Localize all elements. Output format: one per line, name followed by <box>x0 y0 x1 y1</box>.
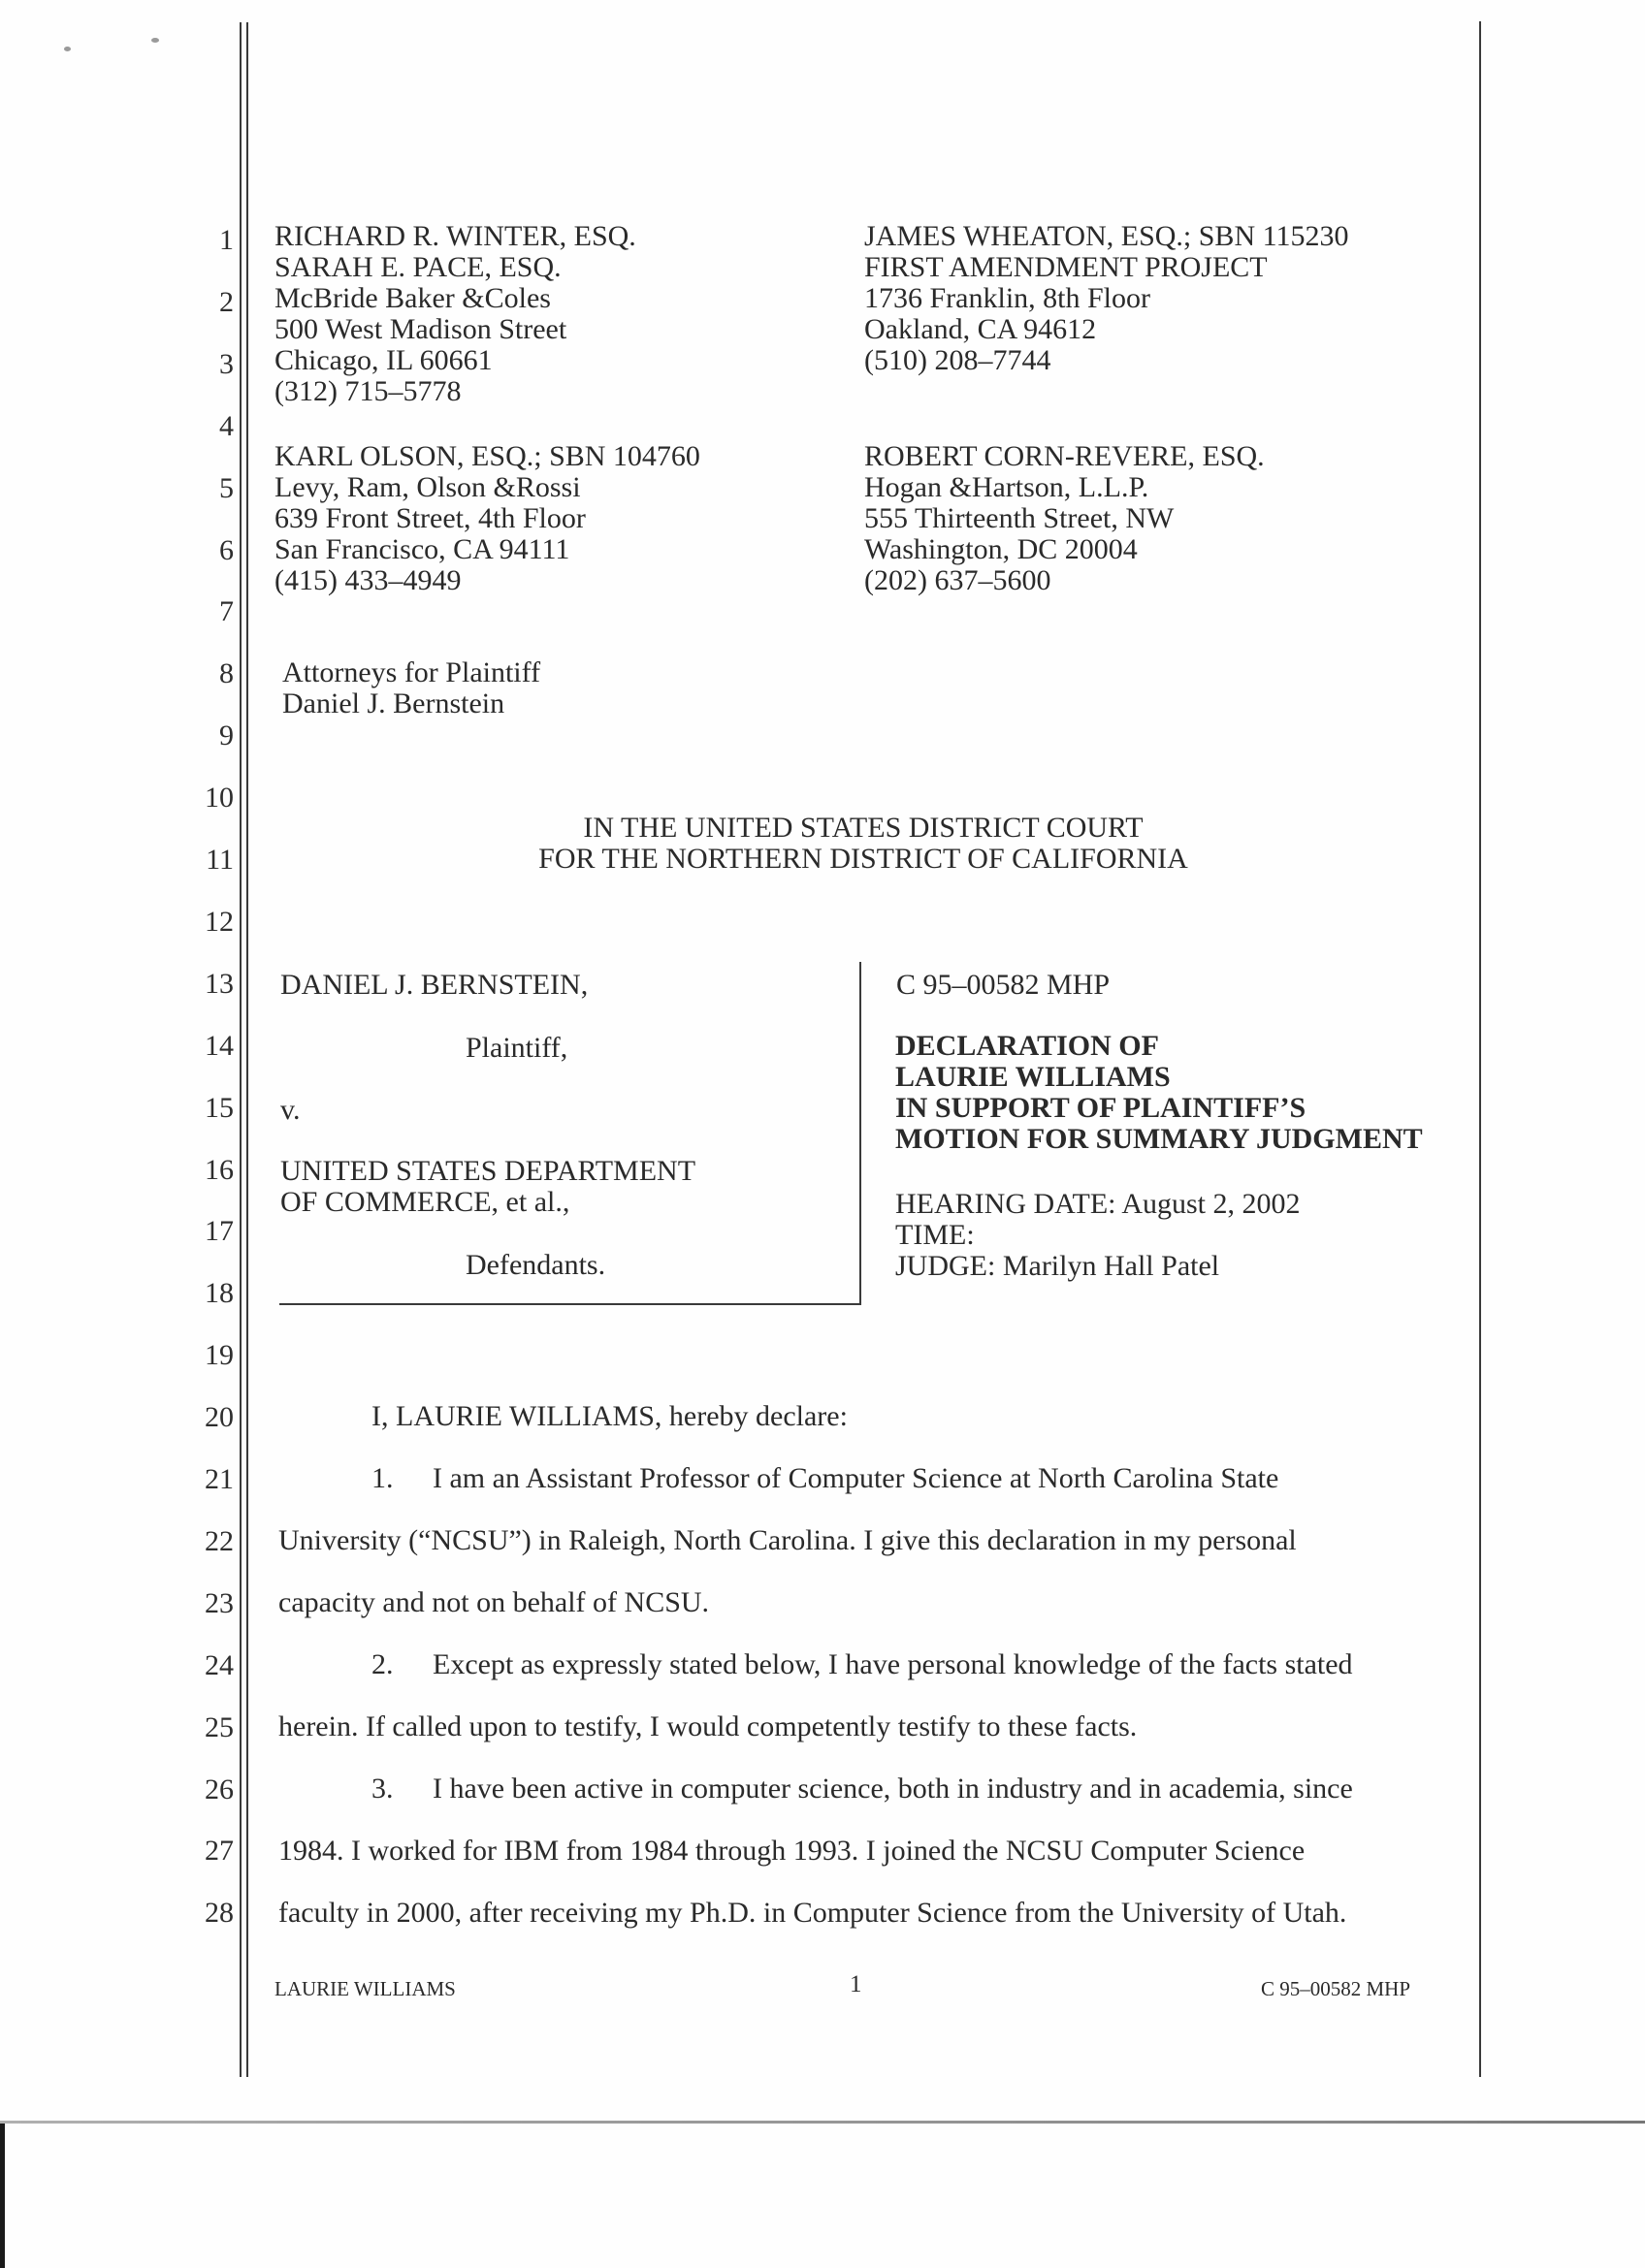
plaintiff-name: DANIEL J. BERNSTEIN, <box>280 969 589 1001</box>
paragraph-line: I am an Assistant Professor of Computer Science at North Carolina State <box>433 1462 1279 1494</box>
paragraph-number: 1. <box>371 1462 394 1494</box>
line-number: 22 <box>205 1524 234 1557</box>
counsel-line: ROBERT CORN-REVERE, ESQ. <box>864 440 1265 472</box>
declaration-intro: I, LAURIE WILLIAMS, hereby declare: <box>371 1400 848 1432</box>
line-number: 9 <box>219 719 234 752</box>
paragraph-line: capacity and not on behalf of NCSU. <box>278 1586 710 1618</box>
counsel-line: KARL OLSON, ESQ.; SBN 104760 <box>274 440 700 472</box>
counsel-line: Oakland, CA 94612 <box>864 313 1097 345</box>
caption-bottom-rule <box>279 1303 861 1305</box>
line-number: 1 <box>219 224 234 256</box>
counsel-line: 1736 Franklin, 8th Floor <box>864 282 1151 314</box>
paragraph-line: 1984. I worked for IBM from 1984 through 1993. I joined the NCSU Computer Science <box>278 1835 1306 1867</box>
scan-speck <box>151 38 159 43</box>
counsel-line: (312) 715–5778 <box>274 375 462 407</box>
line-number: 15 <box>205 1091 234 1124</box>
counsel-line: (510) 208–7744 <box>864 344 1051 376</box>
counsel-line: 555 Thirteenth Street, NW <box>864 502 1175 534</box>
line-number: 28 <box>205 1897 234 1930</box>
counsel-line: RICHARD R. WINTER, ESQ. <box>274 220 636 252</box>
counsel-line: Chicago, IL 60661 <box>274 344 493 376</box>
counsel-line: San Francisco, CA 94111 <box>274 533 570 565</box>
line-number: 20 <box>205 1401 234 1434</box>
line-number: 11 <box>206 844 234 876</box>
attorneys-for-line: Daniel J. Bernstein <box>282 687 505 719</box>
footer-page-number: 1 <box>850 1971 862 1997</box>
court-heading <box>427 813 1300 875</box>
case-number: C 95–00582 MHP <box>896 969 1111 1001</box>
line-number: 3 <box>219 347 234 380</box>
line-number: 16 <box>205 1153 234 1186</box>
document-title-line: IN SUPPORT OF PLAINTIFF’S <box>895 1092 1306 1124</box>
counsel-line: McBride Baker &Coles <box>274 282 551 314</box>
hearing-judge: JUDGE: Marilyn Hall Patel <box>895 1250 1220 1282</box>
line-number: 27 <box>205 1835 234 1868</box>
line-number: 19 <box>205 1339 234 1372</box>
court-line: FOR THE NORTHERN DISTRICT OF CALIFORNIA <box>538 843 1188 875</box>
line-number: 21 <box>205 1463 234 1495</box>
counsel-line: (415) 433–4949 <box>274 564 462 596</box>
footer-declarant: LAURIE WILLIAMS <box>274 1977 456 2000</box>
document-title-line: DECLARATION OF <box>895 1030 1159 1062</box>
caption-divider <box>859 962 861 1304</box>
counsel-block-right-2 <box>864 441 1265 596</box>
left-margin-rule-inner <box>246 22 248 2077</box>
line-number: 4 <box>219 409 234 442</box>
paragraph-number: 3. <box>371 1773 394 1805</box>
counsel-block-right-1 <box>864 221 1349 376</box>
versus: v. <box>280 1094 301 1126</box>
line-number: 18 <box>205 1277 234 1310</box>
attorneys-for-line: Attorneys for Plaintiff <box>282 656 541 688</box>
plaintiff-role: Plaintiff, <box>466 1032 568 1064</box>
line-number: 2 <box>219 285 234 318</box>
counsel-line: Hogan &Hartson, L.L.P. <box>864 471 1149 503</box>
counsel-block-left-2 <box>274 441 700 596</box>
line-number: 26 <box>205 1773 234 1805</box>
document-title-line: MOTION FOR SUMMARY JUDGMENT <box>895 1123 1423 1155</box>
hearing-info <box>895 1189 1301 1282</box>
counsel-line: Levy, Ram, Olson &Rossi <box>274 471 581 503</box>
counsel-line: 639 Front Street, 4th Floor <box>274 502 586 534</box>
line-number: 17 <box>205 1215 234 1248</box>
paragraph-line: herein. If called upon to testify, I would competently testify to these facts. <box>278 1710 1138 1742</box>
counsel-line: FIRST AMENDMENT PROJECT <box>864 251 1268 283</box>
counsel-line: Washington, DC 20004 <box>864 533 1138 565</box>
defendant-name-line: UNITED STATES DEPARTMENT <box>280 1155 696 1187</box>
attorneys-for-block <box>282 657 540 719</box>
line-number: 13 <box>205 967 234 1000</box>
line-number: 6 <box>219 533 234 566</box>
scan-edge-shadow <box>0 2124 5 2268</box>
counsel-block-left-1 <box>274 221 636 407</box>
scan-edge-line <box>0 2121 1645 2124</box>
line-number: 14 <box>205 1029 234 1062</box>
court-line: IN THE UNITED STATES DISTRICT COURT <box>583 812 1144 844</box>
paragraph-line: I have been active in computer science, both in industry and in academia, since <box>433 1773 1353 1805</box>
counsel-line: (202) 637–5600 <box>864 564 1051 596</box>
line-number: 7 <box>219 595 234 628</box>
counsel-line: SARAH E. PACE, ESQ. <box>274 251 562 283</box>
footer-case-number: C 95–00582 MHP <box>1261 1977 1411 2000</box>
hearing-time: TIME: <box>895 1219 975 1251</box>
hearing-date: HEARING DATE: August 2, 2002 <box>895 1188 1301 1220</box>
defendant-name-line: OF COMMERCE, et al., <box>280 1186 570 1218</box>
paragraph-number: 2. <box>371 1648 394 1680</box>
counsel-line: 500 West Madison Street <box>274 313 567 345</box>
line-number: 5 <box>219 471 234 504</box>
line-number: 23 <box>205 1586 234 1619</box>
document-title <box>895 1031 1423 1155</box>
paragraph-line: faculty in 2000, after receiving my Ph.D. in Computer Science from the University of Utah. <box>278 1897 1347 1929</box>
defendant-role: Defendants. <box>466 1249 606 1281</box>
left-margin-rule-outer <box>240 22 242 2077</box>
paragraph-line: Except as expressly stated below, I have personal knowledge of the facts stated <box>433 1648 1353 1680</box>
line-number: 25 <box>205 1710 234 1743</box>
counsel-line: JAMES WHEATON, ESQ.; SBN 115230 <box>864 220 1349 252</box>
paragraph-line: University (“NCSU”) in Raleigh, North Carolina. I give this declaration in my personal <box>278 1524 1297 1556</box>
line-number: 12 <box>205 905 234 938</box>
defendant-name <box>280 1156 695 1218</box>
line-number: 8 <box>219 657 234 690</box>
line-number: 24 <box>205 1648 234 1681</box>
scan-speck <box>64 47 71 51</box>
right-margin-rule <box>1479 21 1481 2077</box>
document-title-line: LAURIE WILLIAMS <box>895 1061 1171 1093</box>
line-number: 10 <box>205 782 234 815</box>
